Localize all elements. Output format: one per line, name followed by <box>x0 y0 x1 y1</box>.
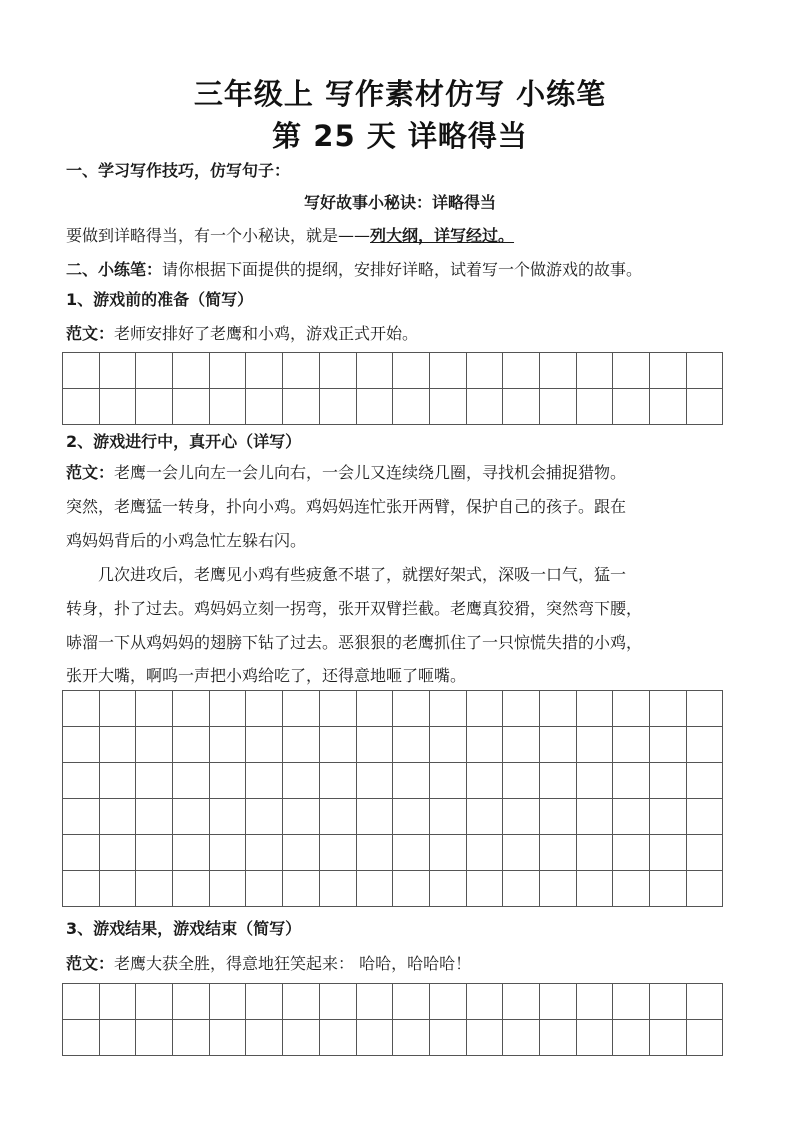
grid-cell[interactable] <box>246 727 283 763</box>
grid-cell[interactable] <box>393 353 430 389</box>
grid-cell[interactable] <box>503 691 540 727</box>
grid-cell[interactable] <box>467 984 504 1020</box>
model-text: 老鹰一会儿向左一会儿向右，一会儿又连续绕几圈，寻找机会捕捉猎物。 <box>114 463 627 482</box>
grid-cell[interactable] <box>136 389 173 425</box>
grid-cell[interactable] <box>687 353 724 389</box>
grid-cell[interactable] <box>283 984 320 1020</box>
grid-cell[interactable] <box>246 835 283 871</box>
grid-cell[interactable] <box>540 1020 577 1056</box>
grid-cell[interactable] <box>210 835 247 871</box>
grid-cell[interactable] <box>173 727 210 763</box>
grid-cell[interactable] <box>393 799 430 835</box>
grid-cell[interactable] <box>100 984 137 1020</box>
grid-cell[interactable] <box>173 763 210 799</box>
grid-cell[interactable] <box>320 353 357 389</box>
grid-cell[interactable] <box>246 1020 283 1056</box>
grid-cell[interactable] <box>687 984 724 1020</box>
grid-cell[interactable] <box>393 1020 430 1056</box>
grid-cell[interactable] <box>100 835 137 871</box>
secret-title: 写好故事小秘诀：详略得当 <box>303 193 496 212</box>
grid-cell[interactable] <box>613 389 650 425</box>
grid-cell[interactable] <box>320 871 357 907</box>
grid-cell[interactable] <box>687 835 724 871</box>
model-text-line: 哧溜一下从鸡妈妈的翅膀下钻了过去。恶狠狠的老鹰抓住了一只惊慌失措的小鸡， <box>66 633 643 652</box>
grid-cell[interactable] <box>540 763 577 799</box>
grid-cell[interactable] <box>283 1020 320 1056</box>
grid-cell[interactable] <box>613 799 650 835</box>
grid-cell[interactable] <box>210 691 247 727</box>
part1-heading: 一、学习写作技巧，仿写句子： <box>66 161 291 180</box>
grid-cell[interactable] <box>430 727 467 763</box>
grid-cell[interactable] <box>63 1020 100 1056</box>
grid-cell[interactable] <box>577 353 614 389</box>
grid-cell[interactable] <box>430 389 467 425</box>
grid-cell[interactable] <box>136 984 173 1020</box>
grid-cell[interactable] <box>136 727 173 763</box>
grid-cell[interactable] <box>650 389 687 425</box>
grid-cell[interactable] <box>687 871 724 907</box>
grid-cell[interactable] <box>173 353 210 389</box>
grid-cell[interactable] <box>393 763 430 799</box>
grid-cell[interactable] <box>540 871 577 907</box>
grid-cell[interactable] <box>210 984 247 1020</box>
grid-cell[interactable] <box>63 984 100 1020</box>
grid-cell[interactable] <box>393 984 430 1020</box>
grid-cell[interactable] <box>246 984 283 1020</box>
grid-cell[interactable] <box>687 763 724 799</box>
grid-cell[interactable] <box>283 835 320 871</box>
grid-cell[interactable] <box>246 353 283 389</box>
section-1-heading: 1、游戏前的准备（简写） <box>66 290 254 309</box>
grid-cell[interactable] <box>283 763 320 799</box>
grid-cell[interactable] <box>430 763 467 799</box>
grid-cell[interactable] <box>283 799 320 835</box>
tip-line <box>66 225 766 247</box>
grid-cell[interactable] <box>246 389 283 425</box>
grid-cell[interactable] <box>63 835 100 871</box>
grid-cell[interactable] <box>320 1020 357 1056</box>
section-2-model <box>66 462 766 484</box>
grid-cell[interactable] <box>650 763 687 799</box>
grid-cell[interactable] <box>577 984 614 1020</box>
grid-cell[interactable] <box>173 871 210 907</box>
grid-cell[interactable] <box>136 835 173 871</box>
grid-cell[interactable] <box>650 835 687 871</box>
page-subtitle: 第 25 天 详略得当 <box>272 119 528 153</box>
grid-cell[interactable] <box>540 835 577 871</box>
grid-cell[interactable] <box>650 984 687 1020</box>
grid-cell[interactable] <box>173 984 210 1020</box>
grid-cell[interactable] <box>173 389 210 425</box>
section-3-model <box>66 953 766 975</box>
grid-cell[interactable] <box>503 871 540 907</box>
grid-cell[interactable] <box>393 389 430 425</box>
grid-cell[interactable] <box>687 727 724 763</box>
grid-cell[interactable] <box>210 389 247 425</box>
grid-cell[interactable] <box>577 691 614 727</box>
grid-cell[interactable] <box>320 799 357 835</box>
model-label: 范文： <box>66 954 115 973</box>
grid-cell[interactable] <box>540 727 577 763</box>
section-2-heading: 2、游戏进行中，真开心（详写） <box>66 432 302 451</box>
grid-cell[interactable] <box>357 389 394 425</box>
grid-cell[interactable] <box>357 727 394 763</box>
grid-cell[interactable] <box>357 353 394 389</box>
grid-cell[interactable] <box>613 763 650 799</box>
writing-grid-3[interactable] <box>62 983 723 1056</box>
grid-cell[interactable] <box>246 799 283 835</box>
grid-cell[interactable] <box>357 691 394 727</box>
model-text: 老师安排好了老鹰和小鸡，游戏正式开始。 <box>114 324 419 343</box>
grid-cell[interactable] <box>357 763 394 799</box>
grid-cell[interactable] <box>467 691 504 727</box>
grid-cell[interactable] <box>63 763 100 799</box>
grid-cell[interactable] <box>63 389 100 425</box>
grid-cell[interactable] <box>430 984 467 1020</box>
grid-cell[interactable] <box>210 871 247 907</box>
grid-cell[interactable] <box>63 871 100 907</box>
grid-cell[interactable] <box>63 691 100 727</box>
grid-cell[interactable] <box>577 763 614 799</box>
grid-cell[interactable] <box>613 691 650 727</box>
grid-cell[interactable] <box>320 984 357 1020</box>
grid-cell[interactable] <box>467 353 504 389</box>
grid-cell[interactable] <box>467 799 504 835</box>
grid-cell[interactable] <box>467 1020 504 1056</box>
grid-cell[interactable] <box>650 871 687 907</box>
grid-cell[interactable] <box>687 691 724 727</box>
grid-cell[interactable] <box>136 353 173 389</box>
grid-cell[interactable] <box>136 1020 173 1056</box>
grid-cell[interactable] <box>357 1020 394 1056</box>
grid-cell[interactable] <box>100 763 137 799</box>
grid-cell[interactable] <box>467 763 504 799</box>
grid-cell[interactable] <box>613 353 650 389</box>
grid-cell[interactable] <box>210 1020 247 1056</box>
grid-cell[interactable] <box>393 871 430 907</box>
part2-text: 请你根据下面提供的提纲，安排好详略，试着写一个做游戏的故事。 <box>162 260 643 279</box>
model-text-line: 几次进攻后，老鹰见小鸡有些疲惫不堪了，就摆好架式，深吸一口气，猛一 <box>66 565 627 584</box>
grid-cell[interactable] <box>503 984 540 1020</box>
grid-cell[interactable] <box>136 799 173 835</box>
grid-cell[interactable] <box>540 984 577 1020</box>
grid-cell[interactable] <box>210 799 247 835</box>
grid-cell[interactable] <box>100 871 137 907</box>
grid-cell[interactable] <box>357 799 394 835</box>
grid-cell[interactable] <box>357 871 394 907</box>
grid-cell[interactable] <box>503 835 540 871</box>
grid-cell[interactable] <box>393 727 430 763</box>
writing-grid-2[interactable] <box>62 690 723 907</box>
tip-prefix: 要做到详略得当，有一个小秘诀，就是—— <box>66 226 371 245</box>
grid-cell[interactable] <box>173 691 210 727</box>
grid-cell[interactable] <box>100 727 137 763</box>
grid-cell[interactable] <box>100 799 137 835</box>
grid-cell[interactable] <box>393 691 430 727</box>
section-1-model <box>66 323 766 345</box>
grid-cell[interactable] <box>210 353 247 389</box>
grid-cell[interactable] <box>650 727 687 763</box>
grid-cell[interactable] <box>210 763 247 799</box>
page-title: 三年级上 写作素材仿写 小练笔 <box>193 77 607 111</box>
grid-cell[interactable] <box>430 1020 467 1056</box>
grid-cell[interactable] <box>577 389 614 425</box>
grid-cell[interactable] <box>357 984 394 1020</box>
grid-cell[interactable] <box>503 799 540 835</box>
grid-cell[interactable] <box>393 835 430 871</box>
grid-cell[interactable] <box>136 871 173 907</box>
grid-cell[interactable] <box>320 389 357 425</box>
grid-cell[interactable] <box>650 691 687 727</box>
model-label: 范文： <box>66 463 115 482</box>
grid-cell[interactable] <box>650 799 687 835</box>
grid-cell[interactable] <box>503 1020 540 1056</box>
grid-cell[interactable] <box>577 871 614 907</box>
grid-cell[interactable] <box>136 691 173 727</box>
model-text: 老鹰大获全胜，得意地狂笑起来： 哈哈，哈哈哈！ <box>114 954 472 973</box>
grid-cell[interactable] <box>577 835 614 871</box>
grid-cell[interactable] <box>320 727 357 763</box>
grid-cell[interactable] <box>246 871 283 907</box>
part2-heading <box>66 259 766 281</box>
grid-cell[interactable] <box>467 389 504 425</box>
grid-cell[interactable] <box>650 353 687 389</box>
writing-grid-1[interactable] <box>62 352 723 425</box>
grid-cell[interactable] <box>540 799 577 835</box>
grid-cell[interactable] <box>687 799 724 835</box>
grid-cell[interactable] <box>430 871 467 907</box>
model-text-line: 鸡妈妈背后的小鸡急忙左躲右闪。 <box>66 531 307 550</box>
grid-cell[interactable] <box>430 353 467 389</box>
grid-cell[interactable] <box>63 799 100 835</box>
grid-cell[interactable] <box>650 1020 687 1056</box>
model-text-line: 张开大嘴，啊呜一声把小鸡给吃了，还得意地咂了咂嘴。 <box>66 666 467 685</box>
model-label: 范文： <box>66 324 115 343</box>
grid-cell[interactable] <box>63 727 100 763</box>
grid-cell[interactable] <box>540 691 577 727</box>
tip-emphasis: 列大纲，详写经过。 <box>370 226 515 245</box>
grid-cell[interactable] <box>687 1020 724 1056</box>
grid-cell[interactable] <box>503 389 540 425</box>
grid-cell[interactable] <box>503 763 540 799</box>
grid-cell[interactable] <box>577 799 614 835</box>
grid-cell[interactable] <box>100 389 137 425</box>
grid-cell[interactable] <box>210 727 247 763</box>
grid-cell[interactable] <box>283 389 320 425</box>
grid-cell[interactable] <box>100 353 137 389</box>
grid-cell[interactable] <box>467 835 504 871</box>
grid-cell[interactable] <box>467 727 504 763</box>
grid-cell[interactable] <box>283 727 320 763</box>
grid-cell[interactable] <box>467 871 504 907</box>
grid-cell[interactable] <box>503 353 540 389</box>
grid-cell[interactable] <box>320 835 357 871</box>
grid-cell[interactable] <box>283 691 320 727</box>
grid-cell[interactable] <box>613 871 650 907</box>
grid-cell[interactable] <box>613 727 650 763</box>
model-text-line: 突然，老鹰猛一转身，扑向小鸡。鸡妈妈连忙张开两臂，保护自己的孩子。跟在 <box>66 497 627 516</box>
grid-cell[interactable] <box>357 835 394 871</box>
grid-cell[interactable] <box>613 1020 650 1056</box>
grid-cell[interactable] <box>100 691 137 727</box>
grid-cell[interactable] <box>430 835 467 871</box>
grid-cell[interactable] <box>100 1020 137 1056</box>
grid-cell[interactable] <box>430 799 467 835</box>
grid-cell[interactable] <box>173 1020 210 1056</box>
grid-cell[interactable] <box>540 389 577 425</box>
grid-cell[interactable] <box>246 691 283 727</box>
grid-cell[interactable] <box>577 1020 614 1056</box>
grid-cell[interactable] <box>430 691 467 727</box>
grid-cell[interactable] <box>173 835 210 871</box>
grid-cell[interactable] <box>687 389 724 425</box>
model-text-line: 转身，扑了过去。鸡妈妈立刻一拐弯，张开双臂拦截。老鹰真狡猾，突然弯下腰， <box>66 599 643 618</box>
section-3-heading: 3、游戏结果，游戏结束（简写） <box>66 919 302 938</box>
part2-label: 二、小练笔： <box>66 260 163 279</box>
grid-cell[interactable] <box>320 763 357 799</box>
grid-cell[interactable] <box>577 727 614 763</box>
grid-cell[interactable] <box>503 727 540 763</box>
grid-cell[interactable] <box>613 835 650 871</box>
grid-cell[interactable] <box>246 763 283 799</box>
grid-cell[interactable] <box>540 353 577 389</box>
grid-cell[interactable] <box>63 353 100 389</box>
grid-cell[interactable] <box>283 353 320 389</box>
grid-cell[interactable] <box>283 871 320 907</box>
grid-cell[interactable] <box>613 984 650 1020</box>
grid-cell[interactable] <box>173 799 210 835</box>
grid-cell[interactable] <box>136 763 173 799</box>
grid-cell[interactable] <box>320 691 357 727</box>
